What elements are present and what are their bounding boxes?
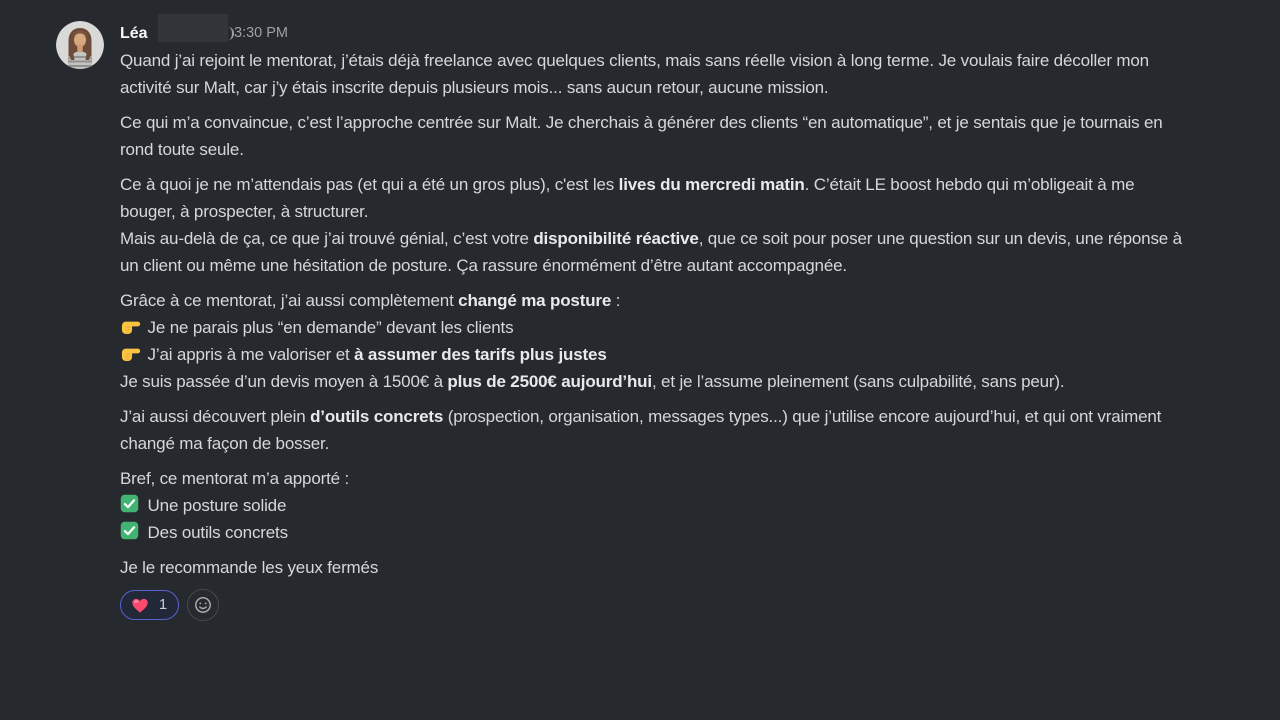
message-paragraph	[120, 403, 1190, 457]
avatar-image	[56, 21, 104, 69]
message-header	[120, 20, 1190, 47]
pointing-right-icon	[120, 343, 141, 364]
text: Une posture solide	[143, 496, 287, 515]
message-paragraph	[120, 287, 1190, 395]
text: . C’était LE boost hebdo qui m’obligeait à me bouger, à prospecter, à structurer.	[120, 175, 1135, 221]
text: J’ai aussi découvert plein	[120, 407, 311, 426]
text: , et je l’assume pleinement (sans culpabilité, sans peur).	[651, 372, 1065, 391]
text: Mais au-delà de ça, ce que j’ai trouvé génial, c’est votre	[120, 229, 534, 248]
text: Je le recommande les yeux fermés	[120, 558, 379, 577]
timestamp[interactable]: 3:30 PM	[234, 25, 288, 41]
text: Des outils concrets	[143, 523, 288, 542]
pink-heart-icon	[130, 595, 151, 616]
bold-text: disponibilité réactive	[533, 229, 699, 248]
text: Je ne parais plus “en demande” devant les clients	[143, 318, 514, 337]
text: Quand j’ai rejoint le mentorat, j’étais déjà freelance avec quelques clients, mais sans réelle vision à long terme. Je voulais faire décoller mon activité sur Malt, car j’y étais inscrite depuis plusieurs mois... sans aucun retour, aucune mission.	[120, 51, 1149, 97]
bold-text: à assumer des tarifs plus justes	[354, 345, 607, 364]
redaction-box	[158, 14, 228, 42]
message-paragraph	[120, 47, 1190, 101]
message-paragraph	[120, 554, 1190, 581]
reaction-count: 1	[159, 597, 168, 613]
text: J’ai appris à me valoriser et	[143, 345, 355, 364]
bold-text: lives du mercredi matin	[618, 175, 805, 194]
text: Bref, ce mentorat m’a apporté :	[120, 469, 350, 488]
heart-reaction-button[interactable]	[120, 590, 179, 620]
text: , que ce soit pour poser une question sur un devis, une réponse à un client ou même une hésitation de posture. Ça rassure énormément d’être autant accompagnée.	[120, 229, 1182, 275]
partially-covered-digit	[227, 27, 234, 40]
reactions-bar	[120, 589, 1190, 635]
pointing-right-icon	[120, 316, 141, 337]
author-name[interactable]: Léa	[120, 25, 148, 42]
text: Ce à quoi je ne m’attendais pas (et qui a été un gros plus), c'est les	[120, 175, 619, 194]
message-paragraph	[120, 109, 1190, 163]
message-body	[120, 47, 1190, 581]
check-mark-icon	[120, 521, 141, 542]
message-paragraph	[120, 171, 1190, 279]
smiley-icon	[193, 595, 213, 615]
add-reaction-button[interactable]	[187, 589, 219, 621]
message-paragraph	[120, 465, 1190, 546]
bold-text: plus de 2500€ aujourd’hui	[447, 372, 652, 391]
check-mark-icon	[120, 494, 141, 515]
text: :	[611, 291, 621, 310]
bold-text: d’outils concrets	[310, 407, 444, 426]
bold-text: changé ma posture	[458, 291, 612, 310]
text: Grâce à ce mentorat, j’ai aussi complètement	[120, 291, 459, 310]
text: (prospection, organisation, messages types...) que j’utilise encore aujourd’hui, et qui ont vraiment changé ma façon de bosser.	[120, 407, 1162, 453]
avatar[interactable]	[56, 21, 104, 69]
text: Je suis passée d’un devis moyen à 1500€ à	[120, 372, 448, 391]
text: Ce qui m’a convaincue, c’est l’approche centrée sur Malt. Je cherchais à générer des clients “en automatique”, et je sentais que je tournais en rond toute seule.	[120, 113, 1163, 159]
